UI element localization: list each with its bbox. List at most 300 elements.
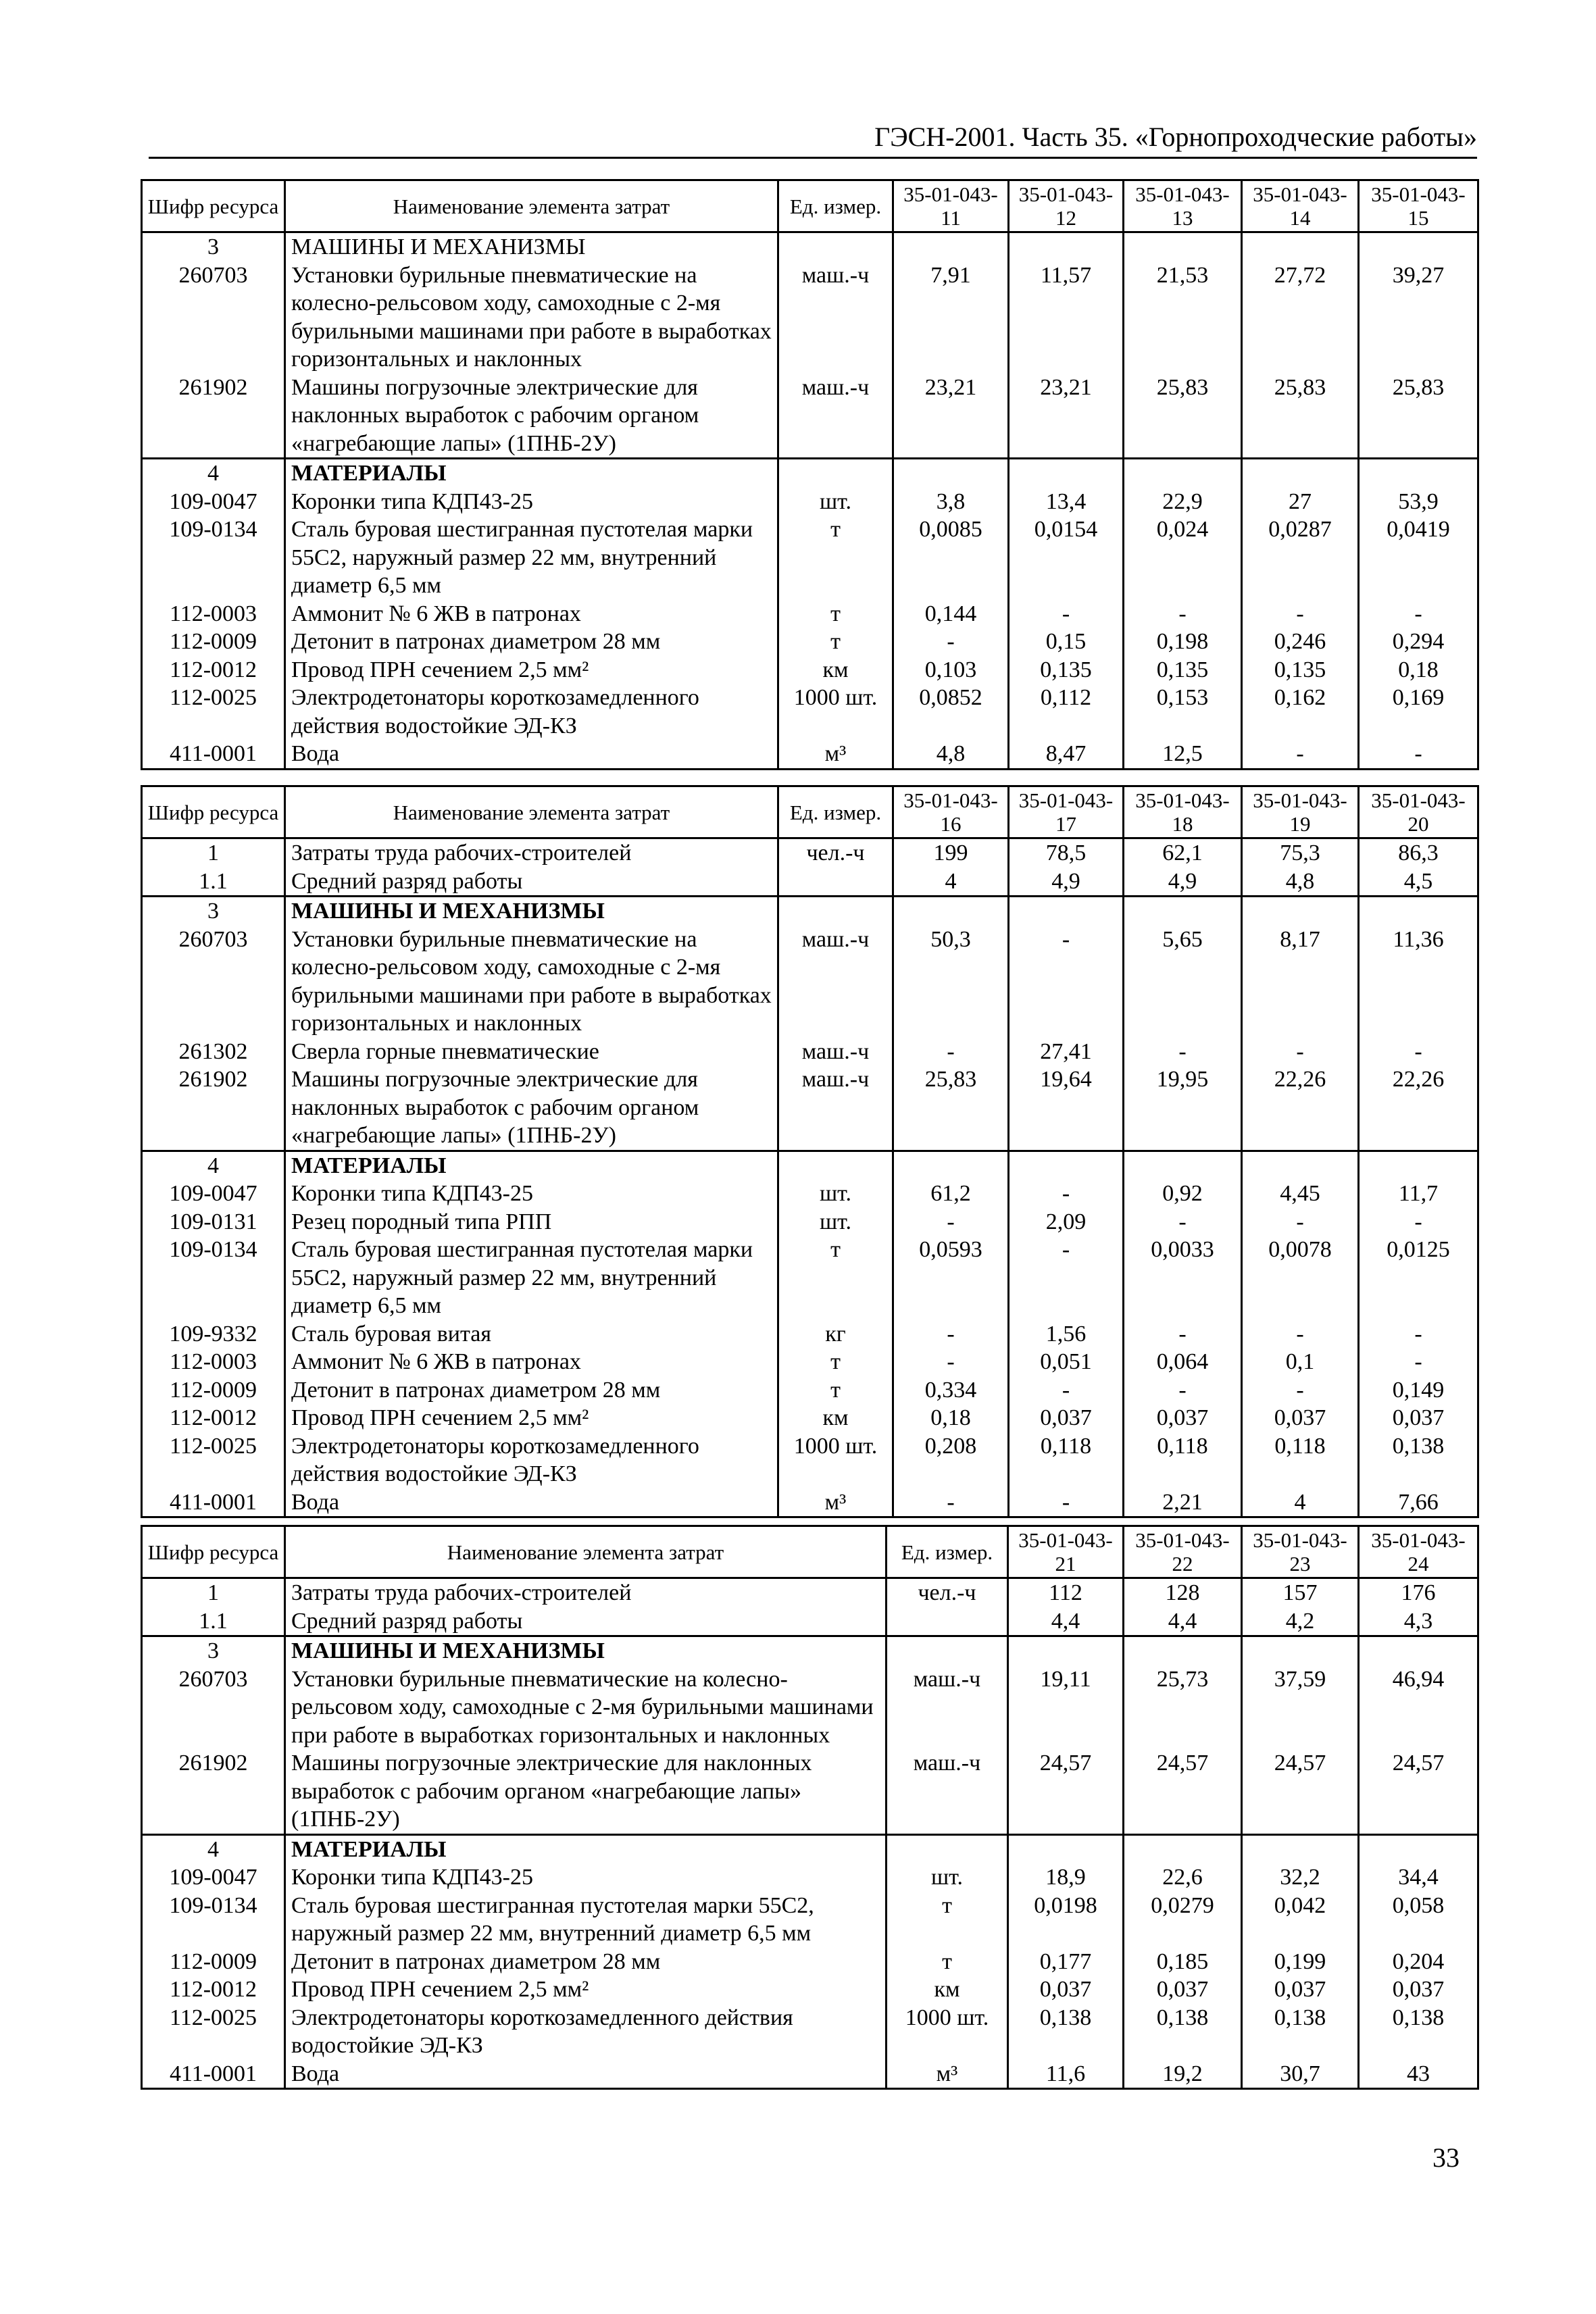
norm-value: 24,57 — [1359, 1749, 1478, 1834]
norm-value: - — [1242, 740, 1359, 769]
unit — [778, 1151, 893, 1180]
norm-value: - — [1359, 1348, 1478, 1376]
norm-value: - — [1124, 1376, 1242, 1405]
page-number: 33 — [1432, 2142, 1460, 2173]
norm-value: 3,8 — [893, 488, 1009, 516]
norm-value: 0,149 — [1359, 1376, 1478, 1405]
unit: шт. — [778, 488, 893, 516]
norm-value: 0,1 — [1242, 1348, 1359, 1376]
resource-name: Аммонит № 6 ЖВ в патронах — [285, 1348, 778, 1376]
norm-value: 0,0198 — [1008, 1892, 1124, 1948]
norm-value: 22,26 — [1242, 1065, 1359, 1151]
resource-name: Средний разряд работы — [285, 867, 778, 897]
norm-value: 4 — [1242, 1488, 1359, 1517]
header-norm-code: 35-01-043-22 — [1124, 1526, 1242, 1578]
unit: 1000 шт. — [778, 684, 893, 740]
unit: т — [887, 1948, 1008, 1976]
norm-value — [1009, 897, 1124, 926]
norm-value: - — [1242, 1320, 1359, 1349]
header-norm-code: 35-01-043-14 — [1242, 180, 1359, 232]
norm-value: 18,9 — [1008, 1863, 1124, 1892]
table-row — [142, 1180, 1478, 1208]
norm-value: - — [1242, 1208, 1359, 1236]
norm-value: 0,037 — [1242, 1976, 1359, 2004]
norm-value: 19,64 — [1009, 1065, 1124, 1151]
unit: т — [778, 515, 893, 600]
unit: чел.-ч — [778, 838, 893, 867]
norm-value: 23,21 — [893, 374, 1009, 459]
unit: т — [778, 1236, 893, 1320]
norm-value: 25,83 — [1124, 374, 1242, 459]
norm-value — [1009, 459, 1124, 488]
resource-code: 109-0134 — [142, 1892, 285, 1948]
norm-value: - — [1242, 600, 1359, 628]
norm-value: - — [1242, 1038, 1359, 1066]
unit: маш.-ч — [778, 374, 893, 459]
unit: т — [778, 628, 893, 656]
norm-value: 8,17 — [1242, 926, 1359, 1038]
norm-value: 37,59 — [1242, 1665, 1359, 1750]
norm-value: 0,118 — [1124, 1432, 1242, 1488]
header-name: Наименование элемента затрат — [285, 1526, 887, 1578]
norm-value: 25,83 — [1242, 374, 1359, 459]
resource-code: 1 — [142, 838, 285, 867]
norm-value: - — [893, 628, 1009, 656]
table-row — [142, 600, 1478, 628]
table-row — [142, 628, 1478, 656]
table-row — [142, 488, 1478, 516]
resource-name: Детонит в патронах диаметром 28 мм — [285, 1376, 778, 1405]
resource-code: 3 — [142, 1636, 285, 1665]
table-row — [142, 926, 1478, 1038]
norm-value — [1242, 1636, 1359, 1665]
norm-value: 4,4 — [1124, 1607, 1242, 1636]
unit — [887, 1607, 1008, 1636]
resource-table-2 — [141, 785, 1479, 1518]
norm-value: 24,57 — [1242, 1749, 1359, 1834]
header-title: ГЭСН-2001. Часть 35. «Горнопроходческие работы» — [874, 122, 1477, 152]
table-header-row — [142, 180, 1478, 232]
norm-value: 25,83 — [1359, 374, 1478, 459]
norm-value: 75,3 — [1242, 838, 1359, 867]
norm-value — [1242, 232, 1359, 261]
unit: т — [887, 1892, 1008, 1948]
resource-name: Установки бурильные пневматические на колесно-рельсовом ходу, самоходные с 2-мя бурильными машинами при работе в выработках горизонтальных и наклонных — [285, 926, 778, 1038]
norm-value: 0,118 — [1009, 1432, 1124, 1488]
norm-value: - — [1009, 1376, 1124, 1405]
header-name: Наименование элемента затрат — [285, 180, 778, 232]
resource-name: МАТЕРИАЛЫ — [285, 1151, 778, 1180]
header-norm-code: 35-01-043-23 — [1242, 1526, 1359, 1578]
table-row — [142, 1863, 1478, 1892]
norm-value: - — [1009, 1236, 1124, 1320]
norm-value: 0,185 — [1124, 1948, 1242, 1976]
resource-code: 112-0012 — [142, 1404, 285, 1432]
resource-code: 1.1 — [142, 867, 285, 897]
norm-value: 7,91 — [893, 261, 1009, 374]
norm-value: 0,208 — [893, 1432, 1009, 1488]
norm-value: 0,294 — [1359, 628, 1478, 656]
norm-value — [1359, 1834, 1478, 1863]
norm-value: 0,144 — [893, 600, 1009, 628]
norm-value — [1124, 1636, 1242, 1665]
norm-value: 0,0078 — [1242, 1236, 1359, 1320]
unit: маш.-ч — [778, 1065, 893, 1151]
table-header-row — [142, 1526, 1478, 1578]
norm-value: 0,198 — [1124, 628, 1242, 656]
norm-value: 86,3 — [1359, 838, 1478, 867]
norm-value: 24,57 — [1124, 1749, 1242, 1834]
norm-value: 0,064 — [1124, 1348, 1242, 1376]
resource-code: 261902 — [142, 374, 285, 459]
resource-name: Сталь буровая шестигранная пустотелая марки 55С2, наружный размер 22 мм, внутренний диаметр 6,5 мм — [285, 1236, 778, 1320]
norm-value: 25,73 — [1124, 1665, 1242, 1750]
resource-table-3 — [141, 1525, 1479, 2090]
norm-value: 0,112 — [1009, 684, 1124, 740]
resource-name: Провод ПРН сечением 2,5 мм² — [285, 656, 778, 684]
norm-value — [1242, 459, 1359, 488]
norm-value: 0,058 — [1359, 1892, 1478, 1948]
norm-value: 0,037 — [1242, 1404, 1359, 1432]
norm-value: 30,7 — [1242, 2060, 1359, 2089]
header-norm-code: 35-01-043-18 — [1124, 786, 1242, 838]
norm-value: 4 — [893, 867, 1009, 897]
table-row — [142, 2060, 1478, 2089]
table-row — [142, 1348, 1478, 1376]
header-norm-code: 35-01-043-12 — [1009, 180, 1124, 232]
unit — [887, 1834, 1008, 1863]
norm-value: - — [1009, 600, 1124, 628]
unit: км — [887, 1976, 1008, 2004]
norm-value: 0,037 — [1359, 1404, 1478, 1432]
header-code: Шифр ресурса — [142, 786, 285, 838]
norm-value: 8,47 — [1009, 740, 1124, 769]
resource-name: Машины погрузочные электрические для наклонных выработок с рабочим органом «нагребающие лапы» (1ПНБ-2У) — [285, 374, 778, 459]
norm-value: 0,334 — [893, 1376, 1009, 1405]
table-row — [142, 1038, 1478, 1066]
resource-name: Провод ПРН сечением 2,5 мм² — [285, 1976, 887, 2004]
resource-name: Затраты труда рабочих-строителей — [285, 838, 778, 867]
resource-code: 1 — [142, 1578, 285, 1607]
norm-value: - — [893, 1208, 1009, 1236]
norm-value: 0,153 — [1124, 684, 1242, 740]
resource-code: 411-0001 — [142, 740, 285, 769]
norm-value: 19,95 — [1124, 1065, 1242, 1151]
table-row — [142, 515, 1478, 600]
norm-value — [1359, 1151, 1478, 1180]
norm-value — [893, 459, 1009, 488]
norm-value: - — [1359, 1208, 1478, 1236]
resource-name: Вода — [285, 740, 778, 769]
norm-value: 0,138 — [1242, 2004, 1359, 2060]
unit: км — [778, 656, 893, 684]
norm-value: 0,204 — [1359, 1948, 1478, 1976]
norm-value: 27 — [1242, 488, 1359, 516]
norm-value — [1242, 1834, 1359, 1863]
norm-value: 0,135 — [1124, 656, 1242, 684]
table-header-row — [142, 786, 1478, 838]
table-row — [142, 1404, 1478, 1432]
resource-code: 4 — [142, 1834, 285, 1863]
norm-value: 0,135 — [1009, 656, 1124, 684]
table-row — [142, 1151, 1478, 1180]
norm-value: - — [893, 1348, 1009, 1376]
norm-value — [1124, 897, 1242, 926]
header-norm-code: 35-01-043-21 — [1008, 1526, 1124, 1578]
norm-value: 11,7 — [1359, 1180, 1478, 1208]
norm-value: 61,2 — [893, 1180, 1009, 1208]
norm-value: 27,41 — [1009, 1038, 1124, 1066]
resource-code: 109-0047 — [142, 1863, 285, 1892]
unit: шт. — [887, 1863, 1008, 1892]
resource-name: МАШИНЫ И МЕХАНИЗМЫ — [285, 1636, 887, 1665]
norm-value: - — [1242, 1376, 1359, 1405]
header-norm-code: 35-01-043-16 — [893, 786, 1009, 838]
norm-value: - — [1009, 926, 1124, 1038]
norm-value: 22,6 — [1124, 1863, 1242, 1892]
norm-value — [1242, 1151, 1359, 1180]
resource-code: 112-0012 — [142, 656, 285, 684]
norm-value: 0,0154 — [1009, 515, 1124, 600]
header-norm-code: 35-01-043-24 — [1359, 1526, 1478, 1578]
norm-value: - — [1009, 1180, 1124, 1208]
resource-code: 411-0001 — [142, 2060, 285, 2089]
unit: т — [778, 600, 893, 628]
norm-value — [1359, 232, 1478, 261]
table-row — [142, 867, 1478, 897]
norm-value: 0,0033 — [1124, 1236, 1242, 1320]
unit: маш.-ч — [778, 1038, 893, 1066]
resource-code: 4 — [142, 459, 285, 488]
norm-value — [893, 1151, 1009, 1180]
norm-value — [893, 897, 1009, 926]
resource-code: 112-0025 — [142, 684, 285, 740]
norm-value: 0,169 — [1359, 684, 1478, 740]
table-row — [142, 232, 1478, 261]
unit — [778, 459, 893, 488]
table-row — [142, 897, 1478, 926]
table-row — [142, 1976, 1478, 2004]
norm-value: 0,051 — [1009, 1348, 1124, 1376]
norm-value: 12,5 — [1124, 740, 1242, 769]
resource-name: Сталь буровая витая — [285, 1320, 778, 1349]
norm-value: 0,0593 — [893, 1236, 1009, 1320]
norm-value: 78,5 — [1009, 838, 1124, 867]
norm-value: 46,94 — [1359, 1665, 1478, 1750]
table-row — [142, 1892, 1478, 1948]
unit — [778, 232, 893, 261]
resource-code: 109-0131 — [142, 1208, 285, 1236]
unit — [778, 897, 893, 926]
resource-name: Коронки типа КДП43-25 — [285, 1180, 778, 1208]
resource-name: МАШИНЫ И МЕХАНИЗМЫ — [285, 897, 778, 926]
unit: чел.-ч — [887, 1578, 1008, 1607]
table-row — [142, 1376, 1478, 1405]
norm-value: 0,0085 — [893, 515, 1009, 600]
resource-code: 112-0025 — [142, 1432, 285, 1488]
norm-value — [1124, 459, 1242, 488]
norm-value: 0,138 — [1124, 2004, 1242, 2060]
norm-value: 0,0852 — [893, 684, 1009, 740]
header-norm-code: 35-01-043-11 — [893, 180, 1009, 232]
norm-value: 0,135 — [1242, 656, 1359, 684]
norm-value: 4,8 — [893, 740, 1009, 769]
resource-name: Коронки типа КДП43-25 — [285, 488, 778, 516]
norm-value: 0,138 — [1359, 1432, 1478, 1488]
norm-value — [1359, 897, 1478, 926]
resource-name: Сверла горные пневматические — [285, 1038, 778, 1066]
unit — [887, 1636, 1008, 1665]
unit: 1000 шт. — [778, 1432, 893, 1488]
resource-name: Электродетонаторы короткозамедленного действия водостойкие ЭД-КЗ — [285, 2004, 887, 2060]
norm-value: 4,4 — [1008, 1607, 1124, 1636]
norm-value: 4,9 — [1124, 867, 1242, 897]
resource-name: Затраты труда рабочих-строителей — [285, 1578, 887, 1607]
resource-code: 411-0001 — [142, 1488, 285, 1517]
table-row — [142, 1065, 1478, 1151]
resource-code: 112-0009 — [142, 1948, 285, 1976]
norm-value: 0,0287 — [1242, 515, 1359, 600]
resource-name: Провод ПРН сечением 2,5 мм² — [285, 1404, 778, 1432]
norm-value: 0,037 — [1359, 1976, 1478, 2004]
table-row — [142, 374, 1478, 459]
resource-code: 109-0047 — [142, 1180, 285, 1208]
norm-value: - — [1124, 1038, 1242, 1066]
norm-value: 0,138 — [1359, 2004, 1478, 2060]
resource-code: 3 — [142, 232, 285, 261]
unit: м³ — [778, 1488, 893, 1517]
unit: маш.-ч — [778, 926, 893, 1038]
unit: маш.-ч — [887, 1749, 1008, 1834]
resource-code: 109-0134 — [142, 1236, 285, 1320]
resource-name: Детонит в патронах диаметром 28 мм — [285, 628, 778, 656]
norm-value: 22,9 — [1124, 488, 1242, 516]
norm-value: 157 — [1242, 1578, 1359, 1607]
norm-value: 0,037 — [1008, 1976, 1124, 2004]
resource-code: 112-0025 — [142, 2004, 285, 2060]
resource-name: Сталь буровая шестигранная пустотелая марки 55С2, наружный размер 22 мм, внутренний диаметр 6,5 мм — [285, 1892, 887, 1948]
norm-value — [893, 232, 1009, 261]
norm-value: 2,09 — [1009, 1208, 1124, 1236]
unit: шт. — [778, 1180, 893, 1208]
resource-name: Машины погрузочные электрические для наклонных выработок с рабочим органом «нагребающие лапы» (1ПНБ-2У) — [285, 1749, 887, 1834]
header-code: Шифр ресурса — [142, 1526, 285, 1578]
norm-value: 39,27 — [1359, 261, 1478, 374]
resource-code: 109-9332 — [142, 1320, 285, 1349]
resource-code: 261902 — [142, 1749, 285, 1834]
norm-value: 43 — [1359, 2060, 1478, 2089]
norm-value: 0,037 — [1009, 1404, 1124, 1432]
norm-value: 0,162 — [1242, 684, 1359, 740]
norm-value: 0,18 — [1359, 656, 1478, 684]
table-row — [142, 1665, 1478, 1750]
norm-value: 4,3 — [1359, 1607, 1478, 1636]
norm-value: 7,66 — [1359, 1488, 1478, 1517]
norm-value: 0,037 — [1124, 1404, 1242, 1432]
norm-value: - — [1124, 1320, 1242, 1349]
table-row — [142, 1834, 1478, 1863]
resource-code: 109-0047 — [142, 488, 285, 516]
norm-value: 1,56 — [1009, 1320, 1124, 1349]
norm-value — [1008, 1636, 1124, 1665]
resource-name: МАШИНЫ И МЕХАНИЗМЫ — [285, 232, 778, 261]
table-row — [142, 1636, 1478, 1665]
resource-name: Электродетонаторы короткозамедленного действия водостойкие ЭД-КЗ — [285, 1432, 778, 1488]
norm-value — [1359, 459, 1478, 488]
norm-value: 4,9 — [1009, 867, 1124, 897]
norm-value — [1124, 1834, 1242, 1863]
norm-value: 112 — [1008, 1578, 1124, 1607]
header-code: Шифр ресурса — [142, 180, 285, 232]
norm-value: 50,3 — [893, 926, 1009, 1038]
norm-value: 0,138 — [1008, 2004, 1124, 2060]
resource-name: Машины погрузочные электрические для наклонных выработок с рабочим органом «нагребающие лапы» (1ПНБ-2У) — [285, 1065, 778, 1151]
norm-value: 0,177 — [1008, 1948, 1124, 1976]
norm-value: 0,0419 — [1359, 515, 1478, 600]
table-row — [142, 1236, 1478, 1320]
norm-value: 11,36 — [1359, 926, 1478, 1038]
unit: шт. — [778, 1208, 893, 1236]
norm-value: 0,199 — [1242, 1948, 1359, 1976]
resource-code: 109-0134 — [142, 515, 285, 600]
norm-value: 0,0125 — [1359, 1236, 1478, 1320]
norm-value: 0,92 — [1124, 1180, 1242, 1208]
resource-code: 260703 — [142, 1665, 285, 1750]
table-row — [142, 1320, 1478, 1349]
running-header — [149, 116, 1477, 159]
header-norm-code: 35-01-043-15 — [1359, 180, 1478, 232]
resource-name: Детонит в патронах диаметром 28 мм — [285, 1948, 887, 1976]
norm-value: 19,11 — [1008, 1665, 1124, 1750]
header-unit: Ед. измер. — [778, 786, 893, 838]
resource-name: Электродетонаторы короткозамедленного действия водостойкие ЭД-КЗ — [285, 684, 778, 740]
resource-code: 1.1 — [142, 1607, 285, 1636]
norm-value — [1242, 897, 1359, 926]
header-name: Наименование элемента затрат — [285, 786, 778, 838]
norm-value: 0,246 — [1242, 628, 1359, 656]
norm-value: 4,45 — [1242, 1180, 1359, 1208]
resource-code: 112-0003 — [142, 1348, 285, 1376]
norm-value: 5,65 — [1124, 926, 1242, 1038]
resource-name: Вода — [285, 1488, 778, 1517]
resource-code: 261902 — [142, 1065, 285, 1151]
norm-value — [1009, 232, 1124, 261]
norm-value: - — [1124, 1208, 1242, 1236]
resource-code: 261302 — [142, 1038, 285, 1066]
norm-value: 0,18 — [893, 1404, 1009, 1432]
resource-name: Резец породный типа РПП — [285, 1208, 778, 1236]
resource-code: 260703 — [142, 261, 285, 374]
resource-name: Сталь буровая шестигранная пустотелая марки 55С2, наружный размер 22 мм, внутренний диаметр 6,5 мм — [285, 515, 778, 600]
norm-value: 4,8 — [1242, 867, 1359, 897]
norm-value: 19,2 — [1124, 2060, 1242, 2089]
resource-code: 112-0009 — [142, 628, 285, 656]
norm-value: 4,5 — [1359, 867, 1478, 897]
unit: м³ — [778, 740, 893, 769]
norm-value: - — [1359, 600, 1478, 628]
norm-value: 23,21 — [1009, 374, 1124, 459]
norm-value — [1124, 1151, 1242, 1180]
norm-value: 2,21 — [1124, 1488, 1242, 1517]
header-norm-code: 35-01-043-19 — [1242, 786, 1359, 838]
resource-code: 4 — [142, 1151, 285, 1180]
resource-name: Вода — [285, 2060, 887, 2089]
unit: т — [778, 1376, 893, 1405]
table-row — [142, 2004, 1478, 2060]
norm-value: 21,53 — [1124, 261, 1242, 374]
resource-name: МАТЕРИАЛЫ — [285, 1834, 887, 1863]
unit: маш.-ч — [887, 1665, 1008, 1750]
